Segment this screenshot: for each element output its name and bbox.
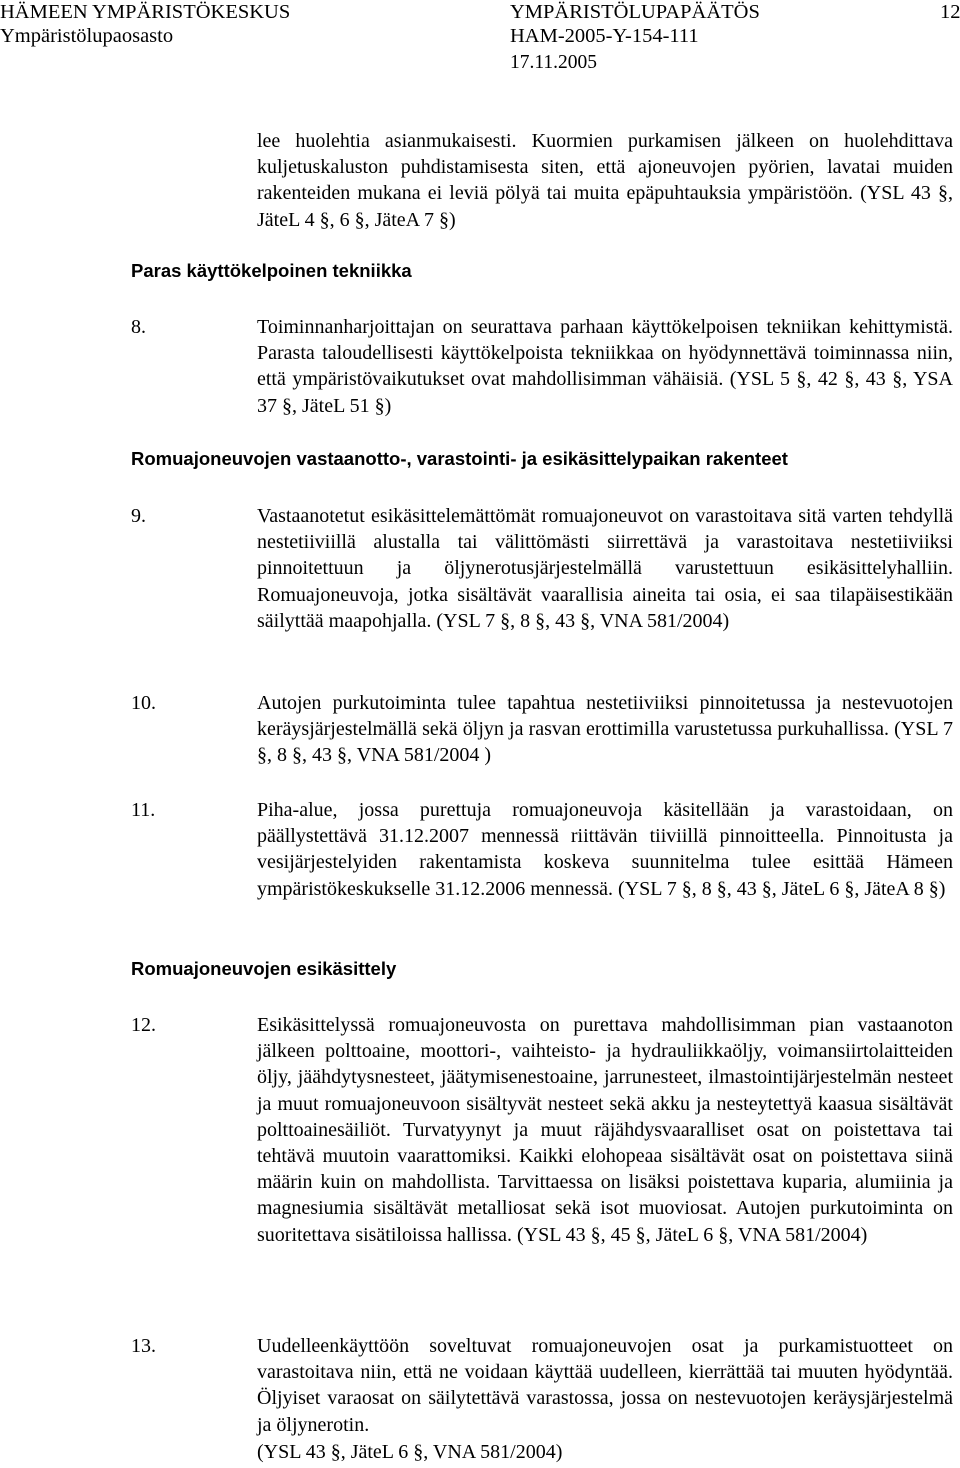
- item-text: Esikäsittelyssä romuajoneuvosta on purettava mahdollisimman pian vastaanoton jälkeen polttoaine, moottori-, vaihteisto- ja hydrauliikkaöljy, voimansiirtolaitteiden öljy, jäähdytysnesteet, jäätymisenestoaine, jarrunesteet, ilmastointijärjestelmän nesteet ja muut romuajoneuvoon sisältyvät nesteet sekä akku ja nesteytettyä kaasua sisältävät polttoainesäiliöt. Turvatyynyt ja muut räjähdysvaaralliset osat on poistettava tai tehtävä muutoin vaarattomiksi. Kaikki elohopeaa sisältävät osat on poistettava siinä määrin kuin on mahdollista. Tarvittaessa on lisäksi poistettava kuparia, alumiinia ja magnesiumia sisältävät metalliosat sekä isot muoviosat. Autojen purkutoiminta on suoritettava sisätiloissa hallissa. (YSL 43 §, 45 §, JäteL 6 §, VNA 581/2004): [257, 1014, 953, 1246]
- intro-paragraph: lee huolehtia asianmukaisesti. Kuormien purkamisen jälkeen on huolehdittava kuljetuskaluston puhdistamisesta siten, että ajoneuvojen pyörien, lavatai muiden rakenteiden mukana ei leviä pölyä tai muita epäpuhtauksia ympäristöön. (YSL 43 §, JäteL 4 §, 6 §, JäteA 7 §): [257, 130, 953, 231]
- document-type: YMPÄRISTÖLUPAPÄÄTÖS: [510, 1, 760, 23]
- document-date: 17.11.2005: [510, 52, 598, 73]
- department-name: Ympäristölupaosasto: [0, 25, 174, 47]
- item-number: 10.: [131, 692, 156, 714]
- item-number: 8.: [131, 316, 146, 338]
- item-text: Vastaanotetut esikäsittelemättömät romuajoneuvot on varastoitava sitä varten tehdyllä nestetiiviillä alustalla tai välittömästi siirrettävä ja varastoitava nestetiiviiksi pinnoitettuun ja öljynerotusjärjestelmällä varustettuun esikäsittelyhalliin. Romuajoneuvoja, jotka sisältävät vaarallisia aineita tai osia, ei saa tilapäisestikään säilyttää maapohjalla. (YSL 7 §, 8 §, 43 §, VNA 581/2004): [257, 505, 953, 632]
- item-text: Autojen purkutoiminta tulee tapahtua nestetiiviiksi pinnoitetussa ja nestevuotojen keräysjärjestelmällä sekä öljyn ja rasvan erottimilla varustetussa purkuhallissa. (YSL 7 §, 8 §, 43 §, VNA 581/2004 ): [257, 692, 953, 767]
- item-text: Uudelleenkäyttöön soveltuvat romuajoneuvojen osat ja purkamistuotteet on varastoitava niin, että ne voidaan käyttää uudelleen, kierrättää tai muuten hyödyntää. Öljyiset varaosat on säilytettävä varastossa, jossa on nestevuotojen keräysjärjestelmä ja öljynerotin.: [257, 1335, 953, 1436]
- item-text: Piha-alue, jossa purettuja romuajoneuvoja käsitellään ja varastoidaan, on päällystettävä 31.12.2007 mennessä riittävän tiiviillä pinnoitteella. Pinnoitusta ja vesijärjestelyiden rakentamista koskeva suunnitelma tulee esittää Hämeen ympäristökeskukselle 31.12.2006 mennessä. (YSL 7 §, 8 §, 43 §, JäteL 6 §, JäteA 8 §): [257, 799, 953, 900]
- item-number: 9.: [131, 505, 146, 527]
- item-text: Toiminnanharjoittajan on seurattava parhaan käyttökelpoisen tekniikan kehittymistä. Parasta taloudellisesti käyttökelpoista tekniikkaa on hyödynnettävä toiminnassa niin, että ympäristövaikutukset ovat mahdollisimman vähäisiä. (YSL 5 §, 42 §, 43 §, YSA 37 §, JäteL 51 §): [257, 316, 953, 417]
- section-heading-bat: Paras käyttökelpoinen tekniikka: [131, 260, 412, 281]
- section-heading-pretreatment: Romuajoneuvojen esikäsittely: [131, 958, 397, 979]
- item-number: 12.: [131, 1014, 156, 1036]
- authority-name: HÄMEEN YMPÄRISTÖKESKUS: [0, 1, 291, 23]
- section-heading-structures: Romuajoneuvojen vastaanotto-, varastointi- ja esikäsittelypaikan rakenteet: [131, 448, 788, 469]
- document-code: HAM-2005-Y-154-111: [510, 25, 699, 47]
- item-number: 11.: [131, 799, 156, 821]
- item-citation: (YSL 43 §, JäteL 6 §, VNA 581/2004): [257, 1441, 563, 1463]
- page-number: 12: [940, 1, 960, 23]
- item-number: 13.: [131, 1335, 156, 1357]
